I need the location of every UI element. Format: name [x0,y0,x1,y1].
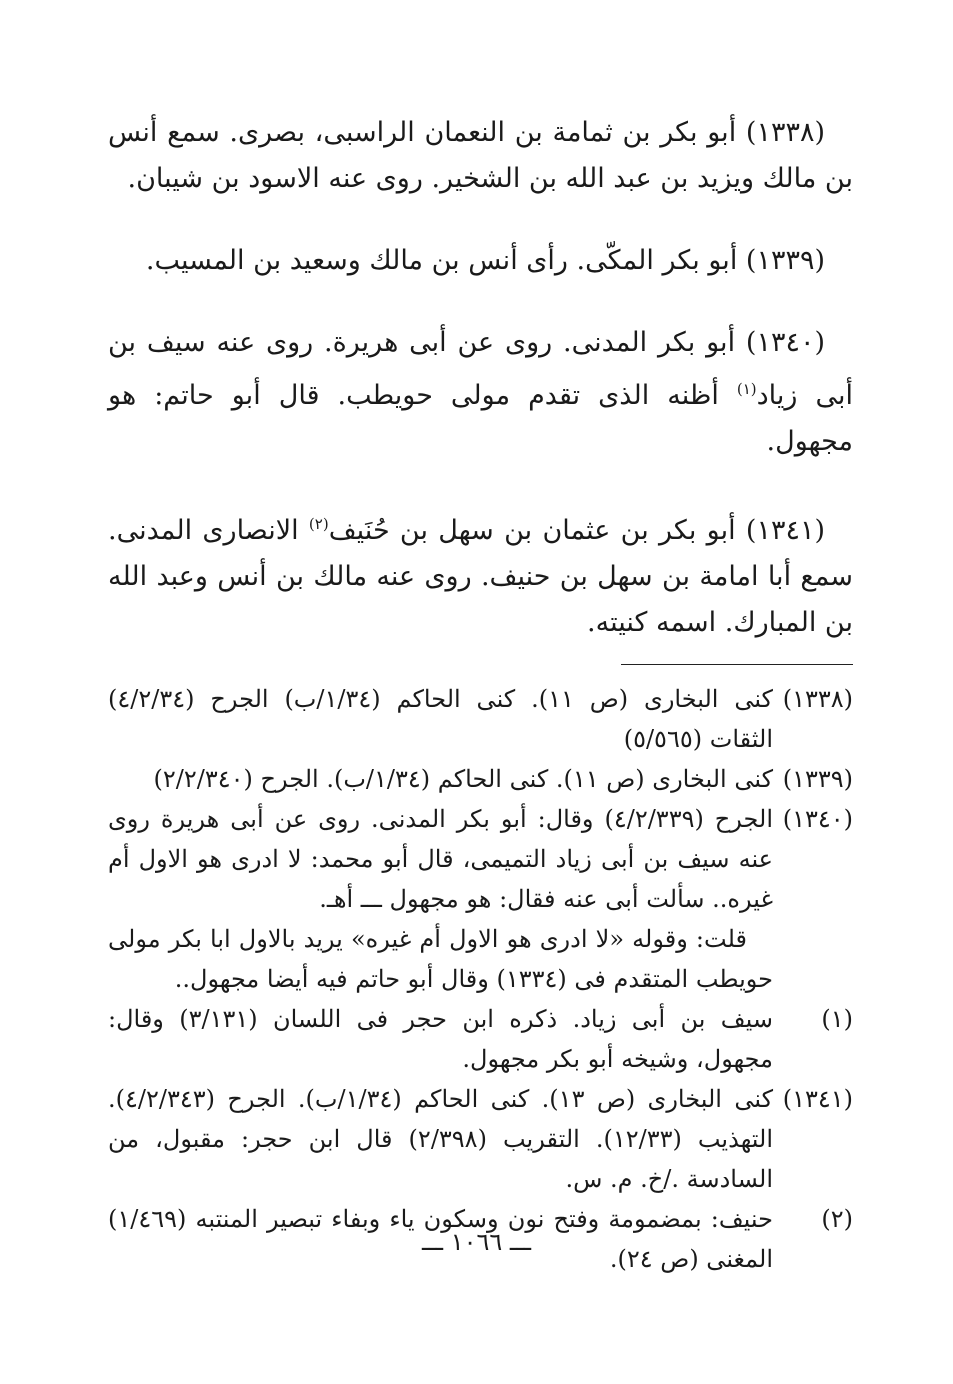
entry-1338: (١٣٣٨) أبو بكر بن ثمامة بن النعمان الراسبى، بصرى. سمع أنس بن مالك ويزيد بن عبد الله بن الشخير. روى عنه الاسود بن شيبان. [108,117,853,194]
footnote-text: قلت: وقوله «لا ادرى هو الاول أم غيره» يريد بالاول ابا بكر مولى حويطب المتقدم فى (١٣٣٤) وقال أبو حاتم فيه أيضا مجهول.. [108,925,773,993]
footnote-ref: (٢) [308,515,329,533]
footnote-number: (٢) [821,1205,853,1233]
entry-1341 [108,501,853,646]
footnote-text: الجرح (٤/٢/٣٣٩) وقال: أبو بكر المدنى. روى عن أبى هريرة روى عنه سيف بن أبى زياد التميمى، قال أبو محمد: لا ادرى هو الاول أم غيره.. سألت أبى عنه فقال: هو مجهول ـــ أهـ. [108,805,773,913]
page-number: ـــ ١٠٦٦ ـــ [421,1228,532,1256]
footnote-text: كنى البخارى (ص ١٣). كنى الحاكم (١/٣٤/ب). الجرح (٤/٢/٣٤٣). التهذيب (١٢/٣٣). التقريب (٢/٣٩٨) قال ابن حجر: مقبول، من السادسة ./خ. م. س. [108,1085,773,1193]
footnote-text: كنى البخارى (ص ١١). كنى الحاكم (١/٣٤/ب) الجرح (٤/٢/٣٤) الثقات (٥/٥٦٥) [108,685,773,753]
footnote-number: (١٣٤٠) [782,805,853,833]
entry-text: (١٣٤٠) أبو بكر المدنى. روى عن أبى هريرة. روى عنه سيف بن أبى زياد [108,327,854,411]
footnote-body [108,999,773,1079]
footnote [108,1079,853,1199]
footnote-body [108,799,773,999]
footnotes [108,679,853,1279]
footnote [108,799,853,999]
entry-1339: (١٣٣٩) أبو بكر المكّى. رأى أنس بن مالك وسعيد بن المسيب. [145,245,825,276]
footnote-number: (١) [821,1005,853,1033]
footnote-body [108,759,773,799]
footnote-ref: (١) [736,380,757,398]
footnote-text: سيف بن أبى زياد. ذكره ابن حجر فى اللسان (٣/١٣١) وقال: مجهول، وشيخه أبو بكر مجهول. [108,1005,773,1073]
footnote [108,759,853,799]
page-body [108,110,853,1279]
footnote-number: (١٣٣٩) [782,765,853,793]
footnote-body [108,679,773,759]
entry-1340 [108,320,853,465]
footnote [108,679,853,759]
footnote-number: (١٣٣٨) [782,685,853,713]
footnote-number: (١٣٤١) [782,1085,853,1113]
footnote-body [108,1079,773,1199]
entry-text: الانصارى المدنى. سمع أبا امامة بن سهل بن حنيف. روى عنه مالك بن أنس وعبد الله بن المبارك. اسمه كنيته. [108,515,853,638]
footnote-text: حنيف: بمضمومة وفتح نون وسكون ياء وبفاء تبصير المنتبه (١/٤٦٩) المغنى (ص ٢٤). [108,1205,773,1273]
entry-text: (١٣٤١) أبو بكر بن عثمان بن سهل بن حُنَيف [328,515,825,546]
footnote-divider [621,664,853,665]
footnote [108,999,853,1079]
entry-text: أظنه الذى تقدم مولى حويطب. قال أبو حاتم: هو مجهول. [108,380,853,457]
footnote-text: كنى البخارى (ص ١١). كنى الحاكم (١/٣٤/ب). الجرح (٢/٢/٣٤٠) [153,765,773,793]
